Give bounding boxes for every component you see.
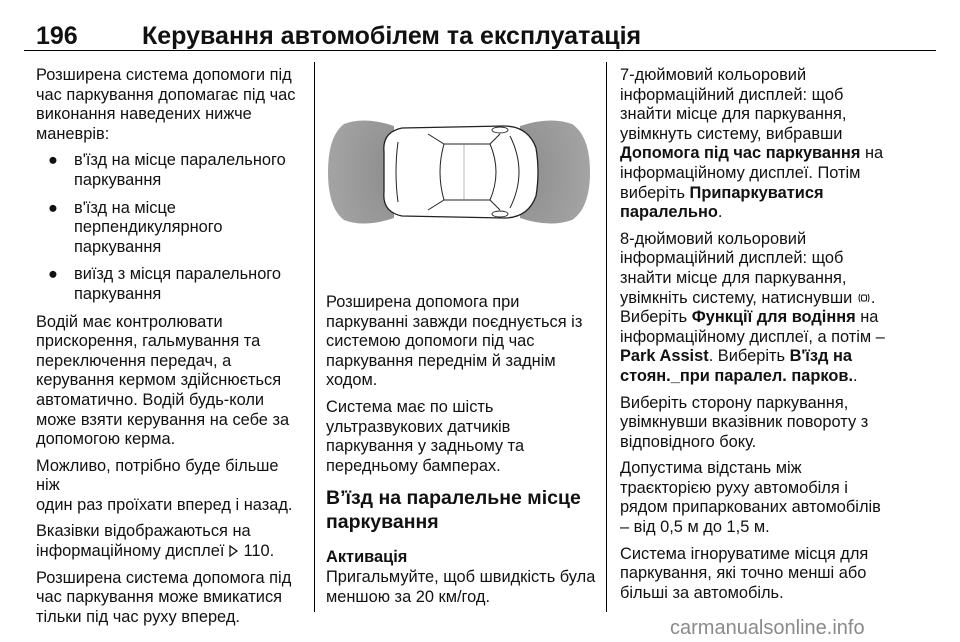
page-header — [24, 22, 936, 52]
driver-control-paragraph: Водій має контролювати прискорення, гальмування та переключення передач, а керування кермом здійснюється автоматично. Водій будь-коли може взяти керування на себе за допомогою керма. — [36, 312, 290, 449]
sensors-paragraph: Система має по шість ультразвукових датчиків паркування у задньому та передньому бамперах. — [326, 397, 525, 475]
right-column — [620, 66, 940, 610]
section-heading: В’їзд на паралельне місце паркування — [326, 487, 581, 534]
menu-item-parking-assist: Допомога під час паркування — [620, 144, 861, 163]
middle-column — [326, 293, 598, 614]
forward-only-paragraph: Розширена система допомога під час паркування може вмикатися тільки під час руху вперед. — [36, 568, 292, 626]
header-rule — [24, 50, 936, 51]
display-instructions-paragraph: Вказівки відображаються на інформаційному дисплеї 110. — [36, 522, 275, 561]
eight-inch-display-paragraph: 8-дюймовий кольоровий інформаційний дисплей: щоб знайти місце для паркування, увімкніть систему, натиснувши . Виберіть Функції для водіння на інформаційному дисплеї, а потім – Park Assist. Виберіть В'їзд на стоян._при паралел. парков.. — [620, 229, 885, 385]
car-body-icon — [384, 126, 538, 218]
seven-inch-display-paragraph: 7-дюймовий кольоровий інформаційний дисплей: щоб знайти місце для паркування, увімкнуть систему, вибравши Допомога під час паркування на інформаційному дисплеї. Потім виберіть Припаркуватися паралельно. — [620, 66, 884, 222]
list-item: ● виїзд з місця паралельного паркування — [48, 265, 282, 303]
car-parking-sensors-illustration — [324, 62, 594, 282]
menu-item-parallel-entry: В'їзд на — [789, 347, 853, 366]
ignored-spaces-paragraph: Система ігноруватиме місця для паркування, які точно менші або більші за автомобіль. — [620, 544, 869, 602]
activation-paragraph: Пригальмуйте, щоб швидкість була меншою за 20 км/год. — [326, 567, 596, 606]
distance-paragraph: Допустима відстань між траєкторією руху автомобіля і рядом припаркованих автомобілів – від 0,5 м до 1,5 м. — [620, 459, 881, 537]
page-title: Керування автомобілем та експлуатація — [142, 22, 642, 50]
bullet-icon: ● — [48, 265, 58, 284]
page-number: 196 — [36, 22, 78, 50]
column-divider-right — [606, 62, 607, 612]
bullet-icon: ● — [48, 198, 58, 217]
maneuver-note-paragraph: Можливо, потрібно буде більше ніж один раз проїхати вперед і назад. — [36, 456, 293, 514]
page-ref-icon[interactable] — [229, 545, 239, 557]
list-item: ● в'їзд на місце перпендикулярного паркування — [48, 198, 223, 256]
menu-item-park-assist: Park Assist — [620, 347, 709, 366]
list-item: ● в'їзд на місце паралельного паркування — [48, 151, 286, 189]
bullet-icon: ● — [48, 151, 58, 170]
menu-item-park-parallel: Припаркуватися — [689, 183, 824, 202]
intro-paragraph: Розширена система допомоги під час паркування допомагає під час виконання наведених нижче маневрів: — [36, 66, 296, 143]
maneuver-list — [36, 151, 304, 304]
column-divider-left — [314, 62, 315, 612]
figure-caption: Розширена допомога при паркуванні завжди поєднується із системою допомоги під час паркування переднім й заднім ходом. — [326, 293, 583, 390]
car-sensor-button-icon — [857, 292, 871, 304]
watermark: carmanualsonline.info — [670, 617, 865, 639]
activation-heading: Активація — [326, 548, 408, 567]
left-column — [36, 66, 304, 634]
menu-item-driving-functions: Функції для водіння — [691, 308, 856, 327]
turn-signal-paragraph: Виберіть сторону паркування, увімкнувши вказівник повороту з відповідного боку. — [620, 393, 869, 451]
